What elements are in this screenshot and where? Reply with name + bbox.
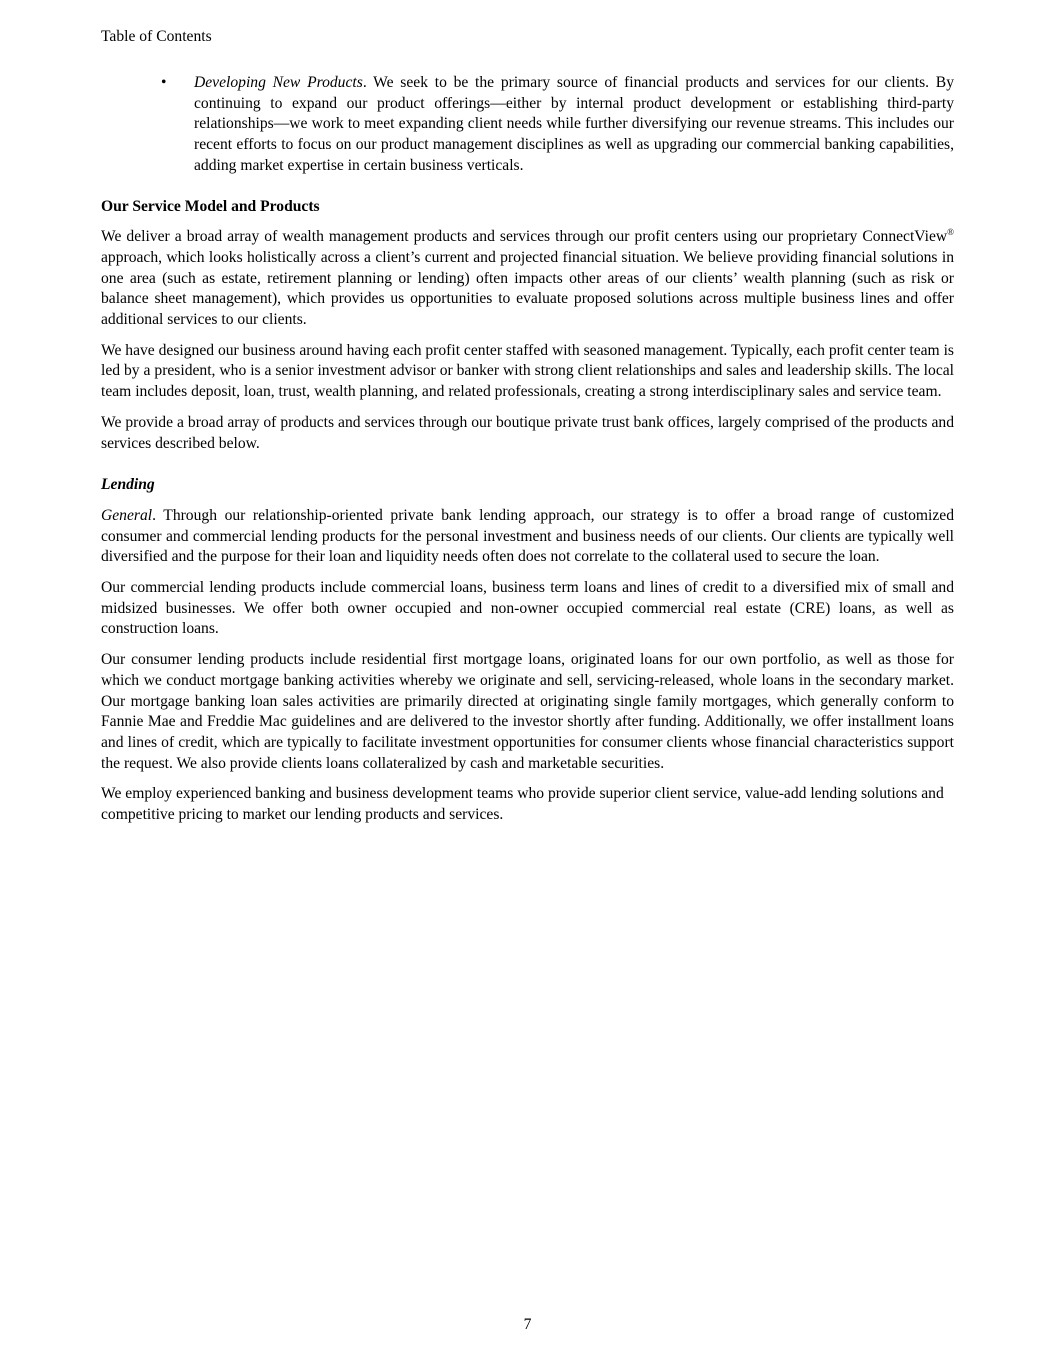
bullet-text: . We seek to be the primary source of financial products and services for our clients. By continuing to expand our product offerings—either by internal product development or establishing third-party relationships—we work to meet expanding client needs while further diversifying our revenue streams. This includes our recent efforts to focus on our product management disciplines as well as upgrading our commercial banking capabilities, adding market expertise in certain business verticals. — [194, 74, 954, 174]
paragraph-products-services-overview: We provide a broad array of products and services through our boutique private trust bank offices, largely comprised of the products and services described below. — [101, 413, 954, 452]
registered-mark: ® — [947, 227, 954, 238]
bullet-developing-new-products — [101, 73, 954, 177]
paragraph-lending-teams: We employ experienced banking and business development teams who provide superior client service, value-add lending solutions and competitive pricing to market our lending products and services. — [101, 785, 944, 824]
document-body — [101, 73, 954, 836]
paragraph-text: We deliver a broad array of wealth management products and services through our profit centers using our proprietary ConnectView — [101, 228, 948, 246]
section-heading-lending: Lending — [101, 476, 155, 494]
paragraph-lending-general — [101, 506, 954, 568]
paragraph-commercial-lending: Our commercial lending products include commercial loans, business term loans and lines of credit to a diversified mix of small and midsized businesses. We offer both owner occupied and non-owner occupied commercial real estate (CRE) loans, as well as construction loans. — [101, 579, 954, 638]
paragraph-text: approach, which looks holistically across a client’s current and projected financial situation. We believe providing financial solutions in one area (such as estate, retirement planning or lending) often impacts other areas of our clients’ wealth planning (such as risk or balance sheet management), which provides us opportunities to evaluate proposed solutions across multiple business lines and offer additional services to our clients. — [101, 248, 954, 329]
paragraph-profit-center-staffing: We have designed our business around having each profit center staffed with seasoned management. Typically, each profit center team is led by a president, who is a senior investment advisor or banker with strong client relationships and sales and leadership skills. The local team includes deposit, loan, trust, wealth planning, and related professionals, creating a strong interdisciplinary sales and service team. — [101, 341, 954, 401]
table-of-contents-link[interactable]: Table of Contents — [101, 28, 212, 45]
general-label: General — [101, 506, 153, 524]
bullet-title: Developing New Products — [194, 74, 363, 91]
paragraph-text: . Through our relationship-oriented private bank lending approach, our strategy is to offer a broad range of customized consumer and commercial lending products for the personal investment and business needs of our clients. Our clients are typically well diversified and the purpose for their loan and liquidity needs often does not correlate to the collateral used to secure the loan. — [101, 506, 954, 566]
paragraph-consumer-lending: Our consumer lending products include residential first mortgage loans, originated loans for our own portfolio, as well as those for which we conduct mortgage banking activities whereby we originate and sell, servicing-released, whole loans in the secondary market. Our mortgage banking loan sales activities are primarily directed at originating single family mortgages, which generally conform to Fannie Mae and Freddie Mac guidelines and are delivered to the investor shortly after funding. Additionally, we offer installment loans and lines of credit, which are typically to facilitate investment opportunities for consumer clients whose financial characteristics support the request. We also provide clients loans collateralized by cash and marketable securities. — [101, 651, 954, 772]
bullet-marker: • — [161, 74, 167, 91]
page-number: 7 — [523, 1316, 532, 1333]
paragraph-connectview — [101, 227, 954, 331]
section-heading-service-model: Our Service Model and Products — [101, 197, 320, 215]
